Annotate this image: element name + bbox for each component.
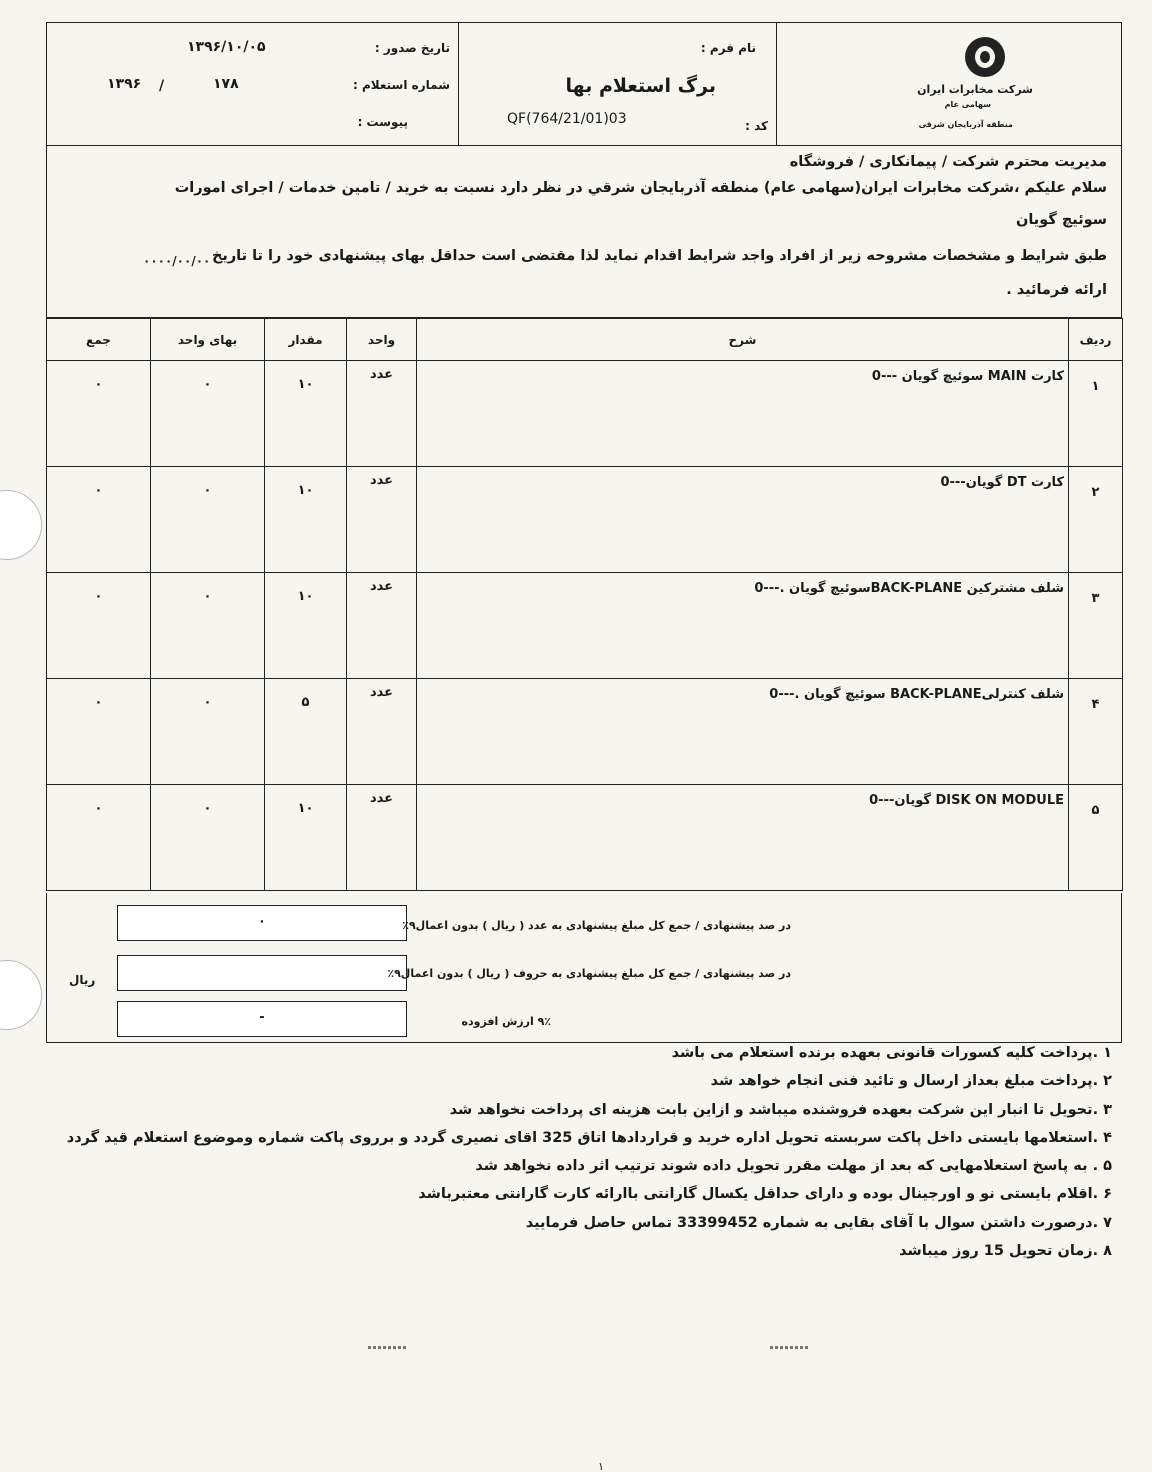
total-numeric-field[interactable]	[117, 905, 407, 941]
company-name: شرکت مخابرات ایران	[917, 83, 1033, 96]
cell-total: ۰	[47, 679, 151, 785]
table-row	[47, 679, 1123, 785]
cell-row-number: ۴	[1069, 679, 1123, 785]
vat-label: ۹٪ ارزش افزوده	[461, 1015, 551, 1028]
cell-quantity: ۱۰	[265, 361, 347, 467]
cell-unit: عدد	[347, 679, 417, 785]
punch-hole	[0, 960, 42, 1030]
cell-unit-price: ۰	[151, 679, 265, 785]
inquiry-number-label: شماره استعلام :	[353, 78, 450, 92]
form-name-label: نام فرم :	[700, 41, 756, 55]
cell-description: شلف کنترلیBACK-PLANE سوئیچ گویان .---0	[417, 679, 1069, 785]
cell-description: شلف مشترکین BACK-PLANEسوئیچ گویان .---0	[417, 573, 1069, 679]
form-code: QF(764/21/01)03	[507, 111, 627, 127]
conditions-list	[66, 1045, 1112, 1271]
header-unit: واحد	[347, 319, 417, 361]
intro-addressee: مدیریت محترم شرکت / پیمانکاری / فروشگاه	[789, 154, 1107, 170]
header-unit-price: بهای واحد	[151, 319, 265, 361]
form-title: برگ استعلام بها	[565, 75, 716, 97]
inquiry-number: ۱۷۸	[213, 76, 239, 92]
cell-description: کارت MAIN سوئیچ گویان ---0	[417, 361, 1069, 467]
company-logo-icon	[965, 37, 1005, 77]
items-table	[46, 318, 1123, 891]
condition-item: ۶ .اقلام بایستی نو و اورجینال بوده و دارای حداقل یکسال گارانتی باارائه کارت گارانتی معتبرباشد	[418, 1186, 1112, 1203]
cell-unit: عدد	[347, 467, 417, 573]
header-title-section	[459, 23, 777, 145]
cell-quantity: ۱۰	[265, 467, 347, 573]
cell-unit-price: ۰	[151, 467, 265, 573]
company-type: سهامی عام	[944, 100, 991, 109]
table-row	[47, 573, 1123, 679]
condition-item: ۸ .زمان تحویل 15 روز میباشد	[899, 1243, 1112, 1260]
header-meta-section	[47, 23, 459, 145]
cell-quantity: ۱۰	[265, 785, 347, 891]
cell-total: ۰	[47, 467, 151, 573]
cell-unit: عدد	[347, 361, 417, 467]
vat-value: -	[259, 1010, 265, 1025]
total-words-label: در صد پیشنهادی / جمع کل مبلغ پیشنهادی به حروف ( ریال ) بدون اعمال۹٪	[387, 967, 791, 980]
intro-greeting: سلام علیکم ،شرکت مخابرات ایران(سهامی عام) منطقه آذربایجان شرقي در نظر دارد نسبت به خرید / تامین خدمات / اجرای امورات	[174, 180, 1107, 196]
cell-total: ۰	[47, 361, 151, 467]
cell-total: ۰	[47, 785, 151, 891]
deadline-date: ۰۰۰۰/۰۰/۰۰	[143, 254, 211, 268]
header-quantity: مقدار	[265, 319, 347, 361]
total-numeric-value: ۰	[258, 914, 266, 929]
cell-description: کارت DT گویان---0	[417, 467, 1069, 573]
punch-hole	[0, 490, 42, 560]
code-label: کد :	[745, 119, 768, 133]
intro-conditions: طبق شرایط و مشخصات مشروحه زیر از افراد واجد شرایط اقدام نماید لذا مقتضی است حداقل بهای پیشنهادی خود را تا تاریخ	[211, 248, 1107, 264]
header-logo-section	[777, 23, 1121, 145]
table-row	[47, 467, 1123, 573]
cell-unit-price: ۰	[151, 785, 265, 891]
cell-quantity: ۵	[265, 679, 347, 785]
form-header	[46, 22, 1122, 146]
table-row	[47, 361, 1123, 467]
cell-row-number: ۵	[1069, 785, 1123, 891]
table-header-row	[47, 319, 1123, 361]
issue-date-label: تاریخ صدور :	[374, 41, 450, 55]
cell-unit: عدد	[347, 573, 417, 679]
header-total: جمع	[47, 319, 151, 361]
cell-row-number: ۲	[1069, 467, 1123, 573]
scan-mark	[770, 1346, 808, 1349]
cell-row-number: ۱	[1069, 361, 1123, 467]
condition-item: ۱ .پرداخت کلیه کسورات قانونی بعهده برنده استعلام می باشد	[671, 1045, 1112, 1061]
table-row	[47, 785, 1123, 891]
cell-description: DISK ON MODULE گویان---0	[417, 785, 1069, 891]
intro-section	[46, 146, 1122, 318]
attachment-label: پیوست :	[357, 115, 408, 129]
cell-total: ۰	[47, 573, 151, 679]
cell-unit: عدد	[347, 785, 417, 891]
scan-mark	[368, 1346, 408, 1349]
cell-quantity: ۱۰	[265, 573, 347, 679]
cell-row-number: ۳	[1069, 573, 1123, 679]
condition-item: ۴ .استعلامها بایستی داخل پاکت سربسته تحویل اداره خرید و قراردادها اتاق 325 اقای نصیری گردد و برروی پاکت شماره وموضوع استعلام قید گردد	[66, 1129, 1112, 1146]
rial-label: ریال	[69, 973, 96, 987]
vat-field[interactable]	[117, 1001, 407, 1037]
condition-item: ۳ .تحویل تا انبار این شرکت بعهده فروشنده میباشد و ازاین بابت هزینه ای پرداخت نخواهد شد	[449, 1101, 1112, 1118]
total-words-field[interactable]	[117, 955, 407, 991]
cell-unit-price: ۰	[151, 361, 265, 467]
inquiry-year: ۱۳۹۶	[107, 76, 142, 92]
condition-item: ۷ .درصورت داشتن سوال با آقای بقایی به شماره 33399452 تماس حاصل فرمایید	[525, 1214, 1112, 1231]
condition-item: ۲ .پرداخت مبلغ بعداز ارسال و تائید فنی انجام خواهد شد	[710, 1073, 1112, 1090]
company-region: منطقه آذربایجان شرقی	[918, 120, 1013, 129]
condition-item: ۵ . به پاسخ استعلامهایی که بعد از مهلت مقرر تحویل داده شوند ترتیب اثر داده نخواهد شد	[475, 1158, 1112, 1175]
total-numeric-label: در صد پیشنهادی / جمع کل مبلغ پیشنهادی به عدد ( ریال ) بدون اعمال۹٪	[402, 919, 791, 932]
page-number: ۱	[598, 1460, 604, 1472]
inquiry-number-separator: /	[159, 78, 165, 94]
issue-date: ۱۳۹۶/۱۰/۰۵	[187, 39, 266, 55]
header-row-number: ردیف	[1069, 319, 1123, 361]
intro-closing: ارائه فرمائید .	[1006, 282, 1107, 298]
intro-subject: سوئیچ گویان	[1015, 212, 1107, 228]
header-description: شرح	[417, 319, 1069, 361]
cell-unit-price: ۰	[151, 573, 265, 679]
totals-section	[46, 893, 1122, 1043]
